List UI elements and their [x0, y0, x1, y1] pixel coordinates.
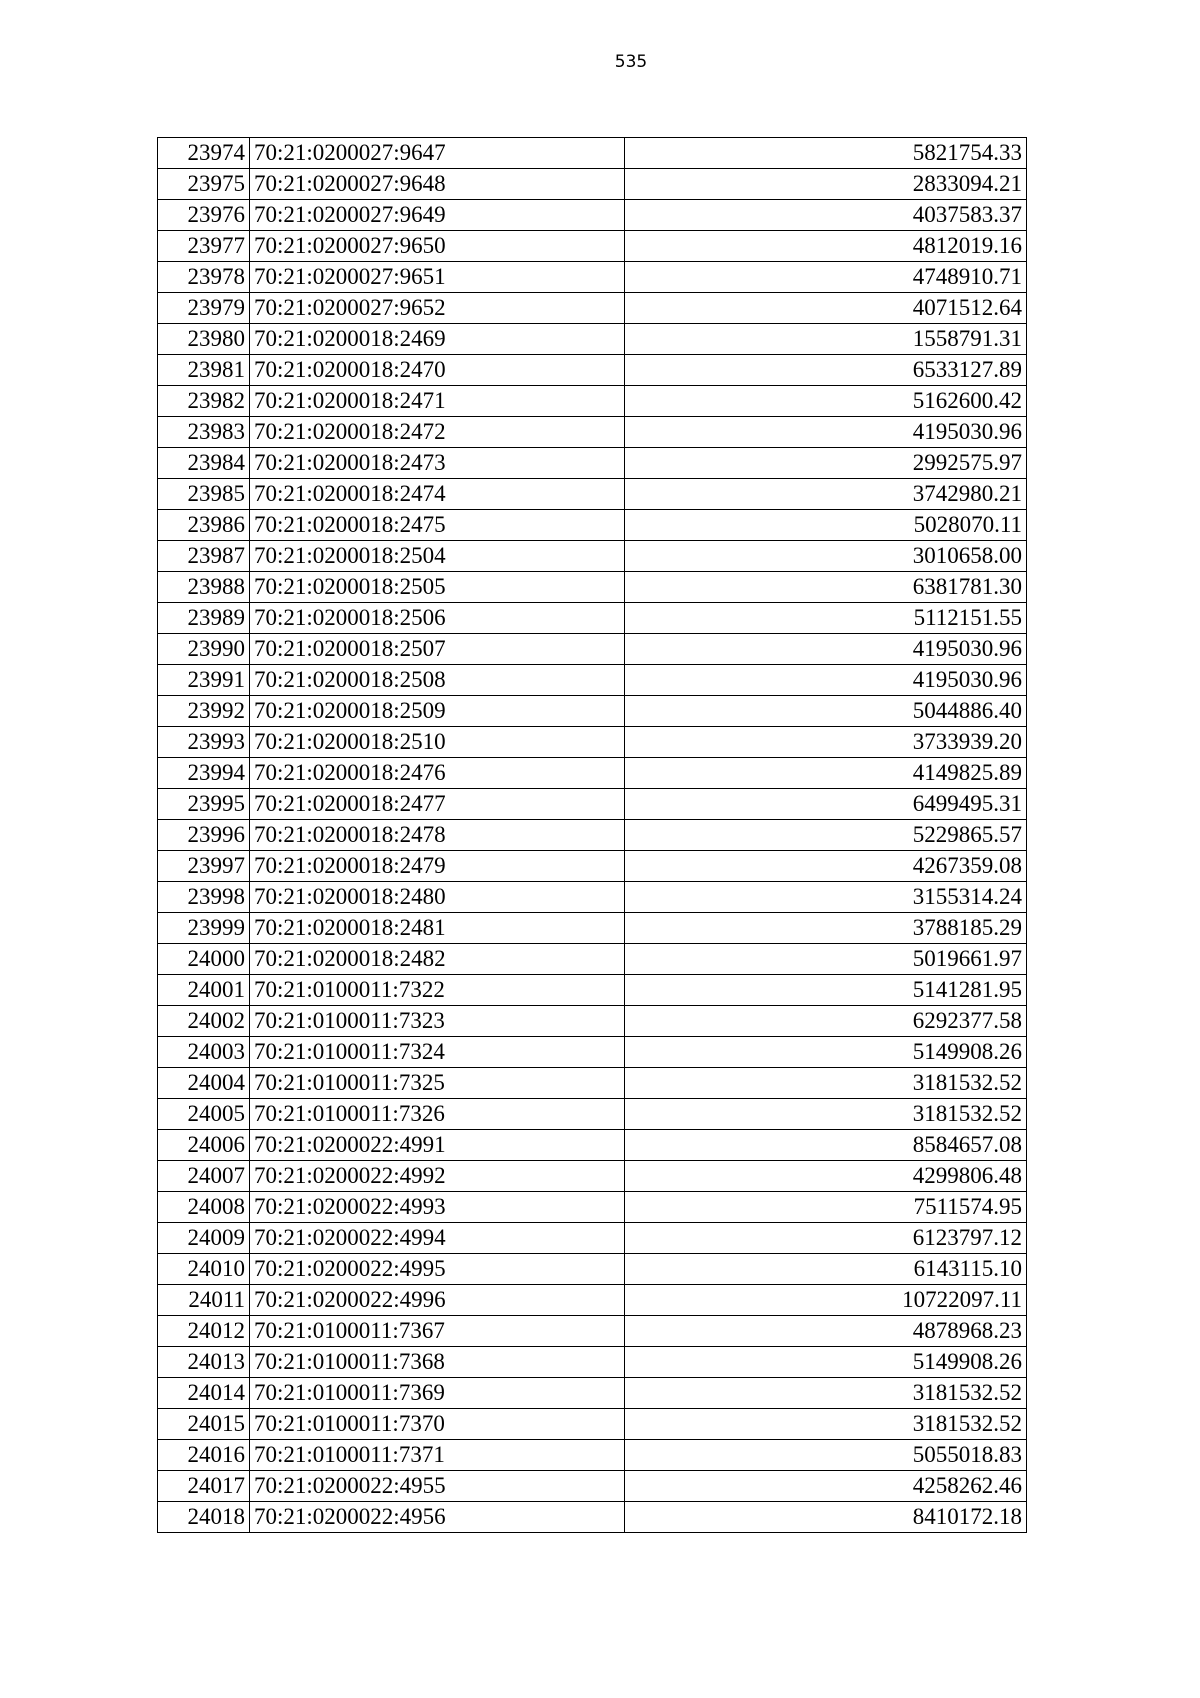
table-row [158, 1347, 1027, 1378]
row-number-cell: 24000 [158, 944, 250, 975]
row-number-cell: 23989 [158, 603, 250, 634]
cadastral-number-cell: 70:21:0100011:7324 [250, 1037, 625, 1068]
row-number-cell: 23999 [158, 913, 250, 944]
cadastral-value-cell: 7511574.95 [625, 1192, 1027, 1223]
cadastral-number-cell: 70:21:0200018:2482 [250, 944, 625, 975]
cadastral-number-cell: 70:21:0200027:9651 [250, 262, 625, 293]
cadastral-value-cell: 4195030.96 [625, 417, 1027, 448]
cadastral-value-cell: 4299806.48 [625, 1161, 1027, 1192]
cadastral-value-cell: 5821754.33 [625, 138, 1027, 169]
table-row [158, 293, 1027, 324]
table-row [158, 138, 1027, 169]
table-row [158, 1440, 1027, 1471]
table-row [158, 510, 1027, 541]
cadastral-number-cell: 70:21:0200022:4955 [250, 1471, 625, 1502]
table-row [158, 200, 1027, 231]
row-number-cell: 23990 [158, 634, 250, 665]
cadastral-number-cell: 70:21:0200018:2471 [250, 386, 625, 417]
table-row [158, 1502, 1027, 1533]
cadastral-value-cell: 5055018.83 [625, 1440, 1027, 1471]
row-number-cell: 24015 [158, 1409, 250, 1440]
cadastral-value-cell: 5019661.97 [625, 944, 1027, 975]
cadastral-number-cell: 70:21:0200018:2478 [250, 820, 625, 851]
cadastral-number-cell: 70:21:0200018:2470 [250, 355, 625, 386]
cadastral-value-cell: 4037583.37 [625, 200, 1027, 231]
cadastral-value-cell: 2833094.21 [625, 169, 1027, 200]
cadastral-number-cell: 70:21:0200022:4995 [250, 1254, 625, 1285]
table-row [158, 882, 1027, 913]
cadastral-value-cell: 3155314.24 [625, 882, 1027, 913]
table-row [158, 1409, 1027, 1440]
row-number-cell: 24018 [158, 1502, 250, 1533]
cadastral-number-cell: 70:21:0100011:7367 [250, 1316, 625, 1347]
cadastral-number-cell: 70:21:0200018:2476 [250, 758, 625, 789]
table-row [158, 1099, 1027, 1130]
cadastral-number-cell: 70:21:0200022:4956 [250, 1502, 625, 1533]
cadastral-value-cell: 4149825.89 [625, 758, 1027, 789]
table-row [158, 975, 1027, 1006]
row-number-cell: 23988 [158, 572, 250, 603]
cadastral-value-cell: 3733939.20 [625, 727, 1027, 758]
row-number-cell: 24013 [158, 1347, 250, 1378]
row-number-cell: 24016 [158, 1440, 250, 1471]
table-row [158, 1316, 1027, 1347]
row-number-cell: 23977 [158, 231, 250, 262]
cadastral-number-cell: 70:21:0200018:2510 [250, 727, 625, 758]
cadastral-number-cell: 70:21:0200018:2474 [250, 479, 625, 510]
cadastral-value-cell: 8410172.18 [625, 1502, 1027, 1533]
cadastral-value-cell: 5141281.95 [625, 975, 1027, 1006]
table-row [158, 820, 1027, 851]
table-row [158, 665, 1027, 696]
row-number-cell: 23981 [158, 355, 250, 386]
table-row [158, 696, 1027, 727]
table-row [158, 417, 1027, 448]
row-number-cell: 24011 [158, 1285, 250, 1316]
cadastral-value-cell: 4748910.71 [625, 262, 1027, 293]
table-row [158, 851, 1027, 882]
row-number-cell: 24002 [158, 1006, 250, 1037]
cadastral-value-cell: 4258262.46 [625, 1471, 1027, 1502]
cadastral-value-cell: 5162600.42 [625, 386, 1027, 417]
table-row [158, 1006, 1027, 1037]
cadastral-number-cell: 70:21:0200018:2508 [250, 665, 625, 696]
cadastral-number-cell: 70:21:0200018:2477 [250, 789, 625, 820]
cadastral-number-cell: 70:21:0100011:7322 [250, 975, 625, 1006]
table-row [158, 1192, 1027, 1223]
row-number-cell: 24009 [158, 1223, 250, 1254]
row-number-cell: 24017 [158, 1471, 250, 1502]
row-number-cell: 23998 [158, 882, 250, 913]
row-number-cell: 24014 [158, 1378, 250, 1409]
row-number-cell: 23991 [158, 665, 250, 696]
row-number-cell: 24010 [158, 1254, 250, 1285]
cadastral-number-cell: 70:21:0200022:4996 [250, 1285, 625, 1316]
cadastral-number-cell: 70:21:0200018:2479 [250, 851, 625, 882]
cadastral-value-cell: 3181532.52 [625, 1409, 1027, 1440]
row-number-cell: 24001 [158, 975, 250, 1006]
cadastral-value-cell: 3181532.52 [625, 1099, 1027, 1130]
row-number-cell: 23995 [158, 789, 250, 820]
cadastral-number-cell: 70:21:0200018:2473 [250, 448, 625, 479]
cadastral-value-cell: 3181532.52 [625, 1068, 1027, 1099]
row-number-cell: 23975 [158, 169, 250, 200]
cadastral-number-cell: 70:21:0200018:2505 [250, 572, 625, 603]
row-number-cell: 23986 [158, 510, 250, 541]
cadastral-value-cell: 6381781.30 [625, 572, 1027, 603]
cadastral-value-cell: 1558791.31 [625, 324, 1027, 355]
table-body [158, 138, 1027, 1533]
cadastral-value-cell: 2992575.97 [625, 448, 1027, 479]
page-number: 535 [614, 52, 648, 72]
table-row [158, 1254, 1027, 1285]
row-number-cell: 23994 [158, 758, 250, 789]
cadastral-value-cell: 6143115.10 [625, 1254, 1027, 1285]
table-row [158, 1471, 1027, 1502]
table-row [158, 541, 1027, 572]
table-row [158, 789, 1027, 820]
cadastral-value-cell: 4267359.08 [625, 851, 1027, 882]
row-number-cell: 23982 [158, 386, 250, 417]
cadastral-value-cell: 6533127.89 [625, 355, 1027, 386]
row-number-cell: 23993 [158, 727, 250, 758]
cadastral-number-cell: 70:21:0200018:2506 [250, 603, 625, 634]
cadastral-number-cell: 70:21:0200018:2469 [250, 324, 625, 355]
table-row [158, 355, 1027, 386]
cadastral-number-cell: 70:21:0100011:7326 [250, 1099, 625, 1130]
row-number-cell: 23974 [158, 138, 250, 169]
cadastral-number-cell: 70:21:0200018:2507 [250, 634, 625, 665]
row-number-cell: 23976 [158, 200, 250, 231]
cadastral-number-cell: 70:21:0200022:4992 [250, 1161, 625, 1192]
row-number-cell: 24006 [158, 1130, 250, 1161]
table-row [158, 231, 1027, 262]
table-row [158, 1037, 1027, 1068]
row-number-cell: 24005 [158, 1099, 250, 1130]
row-number-cell: 23996 [158, 820, 250, 851]
table-row [158, 572, 1027, 603]
table-row [158, 324, 1027, 355]
row-number-cell: 23985 [158, 479, 250, 510]
cadastral-number-cell: 70:21:0100011:7368 [250, 1347, 625, 1378]
cadastral-value-cell: 4812019.16 [625, 231, 1027, 262]
row-number-cell: 24008 [158, 1192, 250, 1223]
table-row [158, 727, 1027, 758]
cadastral-value-cell: 5112151.55 [625, 603, 1027, 634]
cadastral-value-cell: 6292377.58 [625, 1006, 1027, 1037]
cadastral-number-cell: 70:21:0200027:9650 [250, 231, 625, 262]
row-number-cell: 24004 [158, 1068, 250, 1099]
table-row [158, 448, 1027, 479]
cadastral-number-cell: 70:21:0200027:9649 [250, 200, 625, 231]
cadastral-number-cell: 70:21:0200027:9648 [250, 169, 625, 200]
cadastral-value-cell: 6499495.31 [625, 789, 1027, 820]
row-number-cell: 24007 [158, 1161, 250, 1192]
cadastral-value-cell: 4071512.64 [625, 293, 1027, 324]
cadastral-value-table [157, 137, 1027, 1533]
row-number-cell: 24012 [158, 1316, 250, 1347]
cadastral-value-cell: 5229865.57 [625, 820, 1027, 851]
table-row [158, 634, 1027, 665]
cadastral-value-cell: 6123797.12 [625, 1223, 1027, 1254]
cadastral-number-cell: 70:21:0200027:9647 [250, 138, 625, 169]
table-row [158, 913, 1027, 944]
cadastral-value-cell: 8584657.08 [625, 1130, 1027, 1161]
cadastral-value-cell: 3010658.00 [625, 541, 1027, 572]
table-row [158, 1161, 1027, 1192]
cadastral-value-cell: 4195030.96 [625, 665, 1027, 696]
table-row [158, 944, 1027, 975]
cadastral-value-cell: 5028070.11 [625, 510, 1027, 541]
table-row [158, 1130, 1027, 1161]
cadastral-value-cell: 3742980.21 [625, 479, 1027, 510]
row-number-cell: 23997 [158, 851, 250, 882]
cadastral-value-cell: 10722097.11 [625, 1285, 1027, 1316]
table-row [158, 758, 1027, 789]
table-row [158, 1285, 1027, 1316]
table-row [158, 262, 1027, 293]
cadastral-number-cell: 70:21:0200027:9652 [250, 293, 625, 324]
table-row [158, 603, 1027, 634]
cadastral-number-cell: 70:21:0200022:4993 [250, 1192, 625, 1223]
table-row [158, 479, 1027, 510]
row-number-cell: 23984 [158, 448, 250, 479]
cadastral-number-cell: 70:21:0100011:7370 [250, 1409, 625, 1440]
cadastral-number-cell: 70:21:0200018:2509 [250, 696, 625, 727]
cadastral-number-cell: 70:21:0100011:7369 [250, 1378, 625, 1409]
cadastral-number-cell: 70:21:0200022:4994 [250, 1223, 625, 1254]
cadastral-number-cell: 70:21:0200022:4991 [250, 1130, 625, 1161]
cadastral-value-cell: 4878968.23 [625, 1316, 1027, 1347]
cadastral-number-cell: 70:21:0100011:7371 [250, 1440, 625, 1471]
cadastral-value-cell: 5044886.40 [625, 696, 1027, 727]
cadastral-value-cell: 5149908.26 [625, 1037, 1027, 1068]
cadastral-number-cell: 70:21:0100011:7325 [250, 1068, 625, 1099]
table-row [158, 1068, 1027, 1099]
cadastral-value-cell: 5149908.26 [625, 1347, 1027, 1378]
row-number-cell: 23978 [158, 262, 250, 293]
row-number-cell: 23983 [158, 417, 250, 448]
cadastral-number-cell: 70:21:0200018:2504 [250, 541, 625, 572]
row-number-cell: 23980 [158, 324, 250, 355]
table-row [158, 169, 1027, 200]
cadastral-value-cell: 4195030.96 [625, 634, 1027, 665]
cadastral-number-cell: 70:21:0100011:7323 [250, 1006, 625, 1037]
cadastral-number-cell: 70:21:0200018:2475 [250, 510, 625, 541]
row-number-cell: 23979 [158, 293, 250, 324]
cadastral-number-cell: 70:21:0200018:2480 [250, 882, 625, 913]
cadastral-value-cell: 3181532.52 [625, 1378, 1027, 1409]
row-number-cell: 24003 [158, 1037, 250, 1068]
cadastral-number-cell: 70:21:0200018:2472 [250, 417, 625, 448]
table-row [158, 1223, 1027, 1254]
table-row [158, 386, 1027, 417]
row-number-cell: 23987 [158, 541, 250, 572]
cadastral-number-cell: 70:21:0200018:2481 [250, 913, 625, 944]
cadastral-value-cell: 3788185.29 [625, 913, 1027, 944]
table-row [158, 1378, 1027, 1409]
row-number-cell: 23992 [158, 696, 250, 727]
